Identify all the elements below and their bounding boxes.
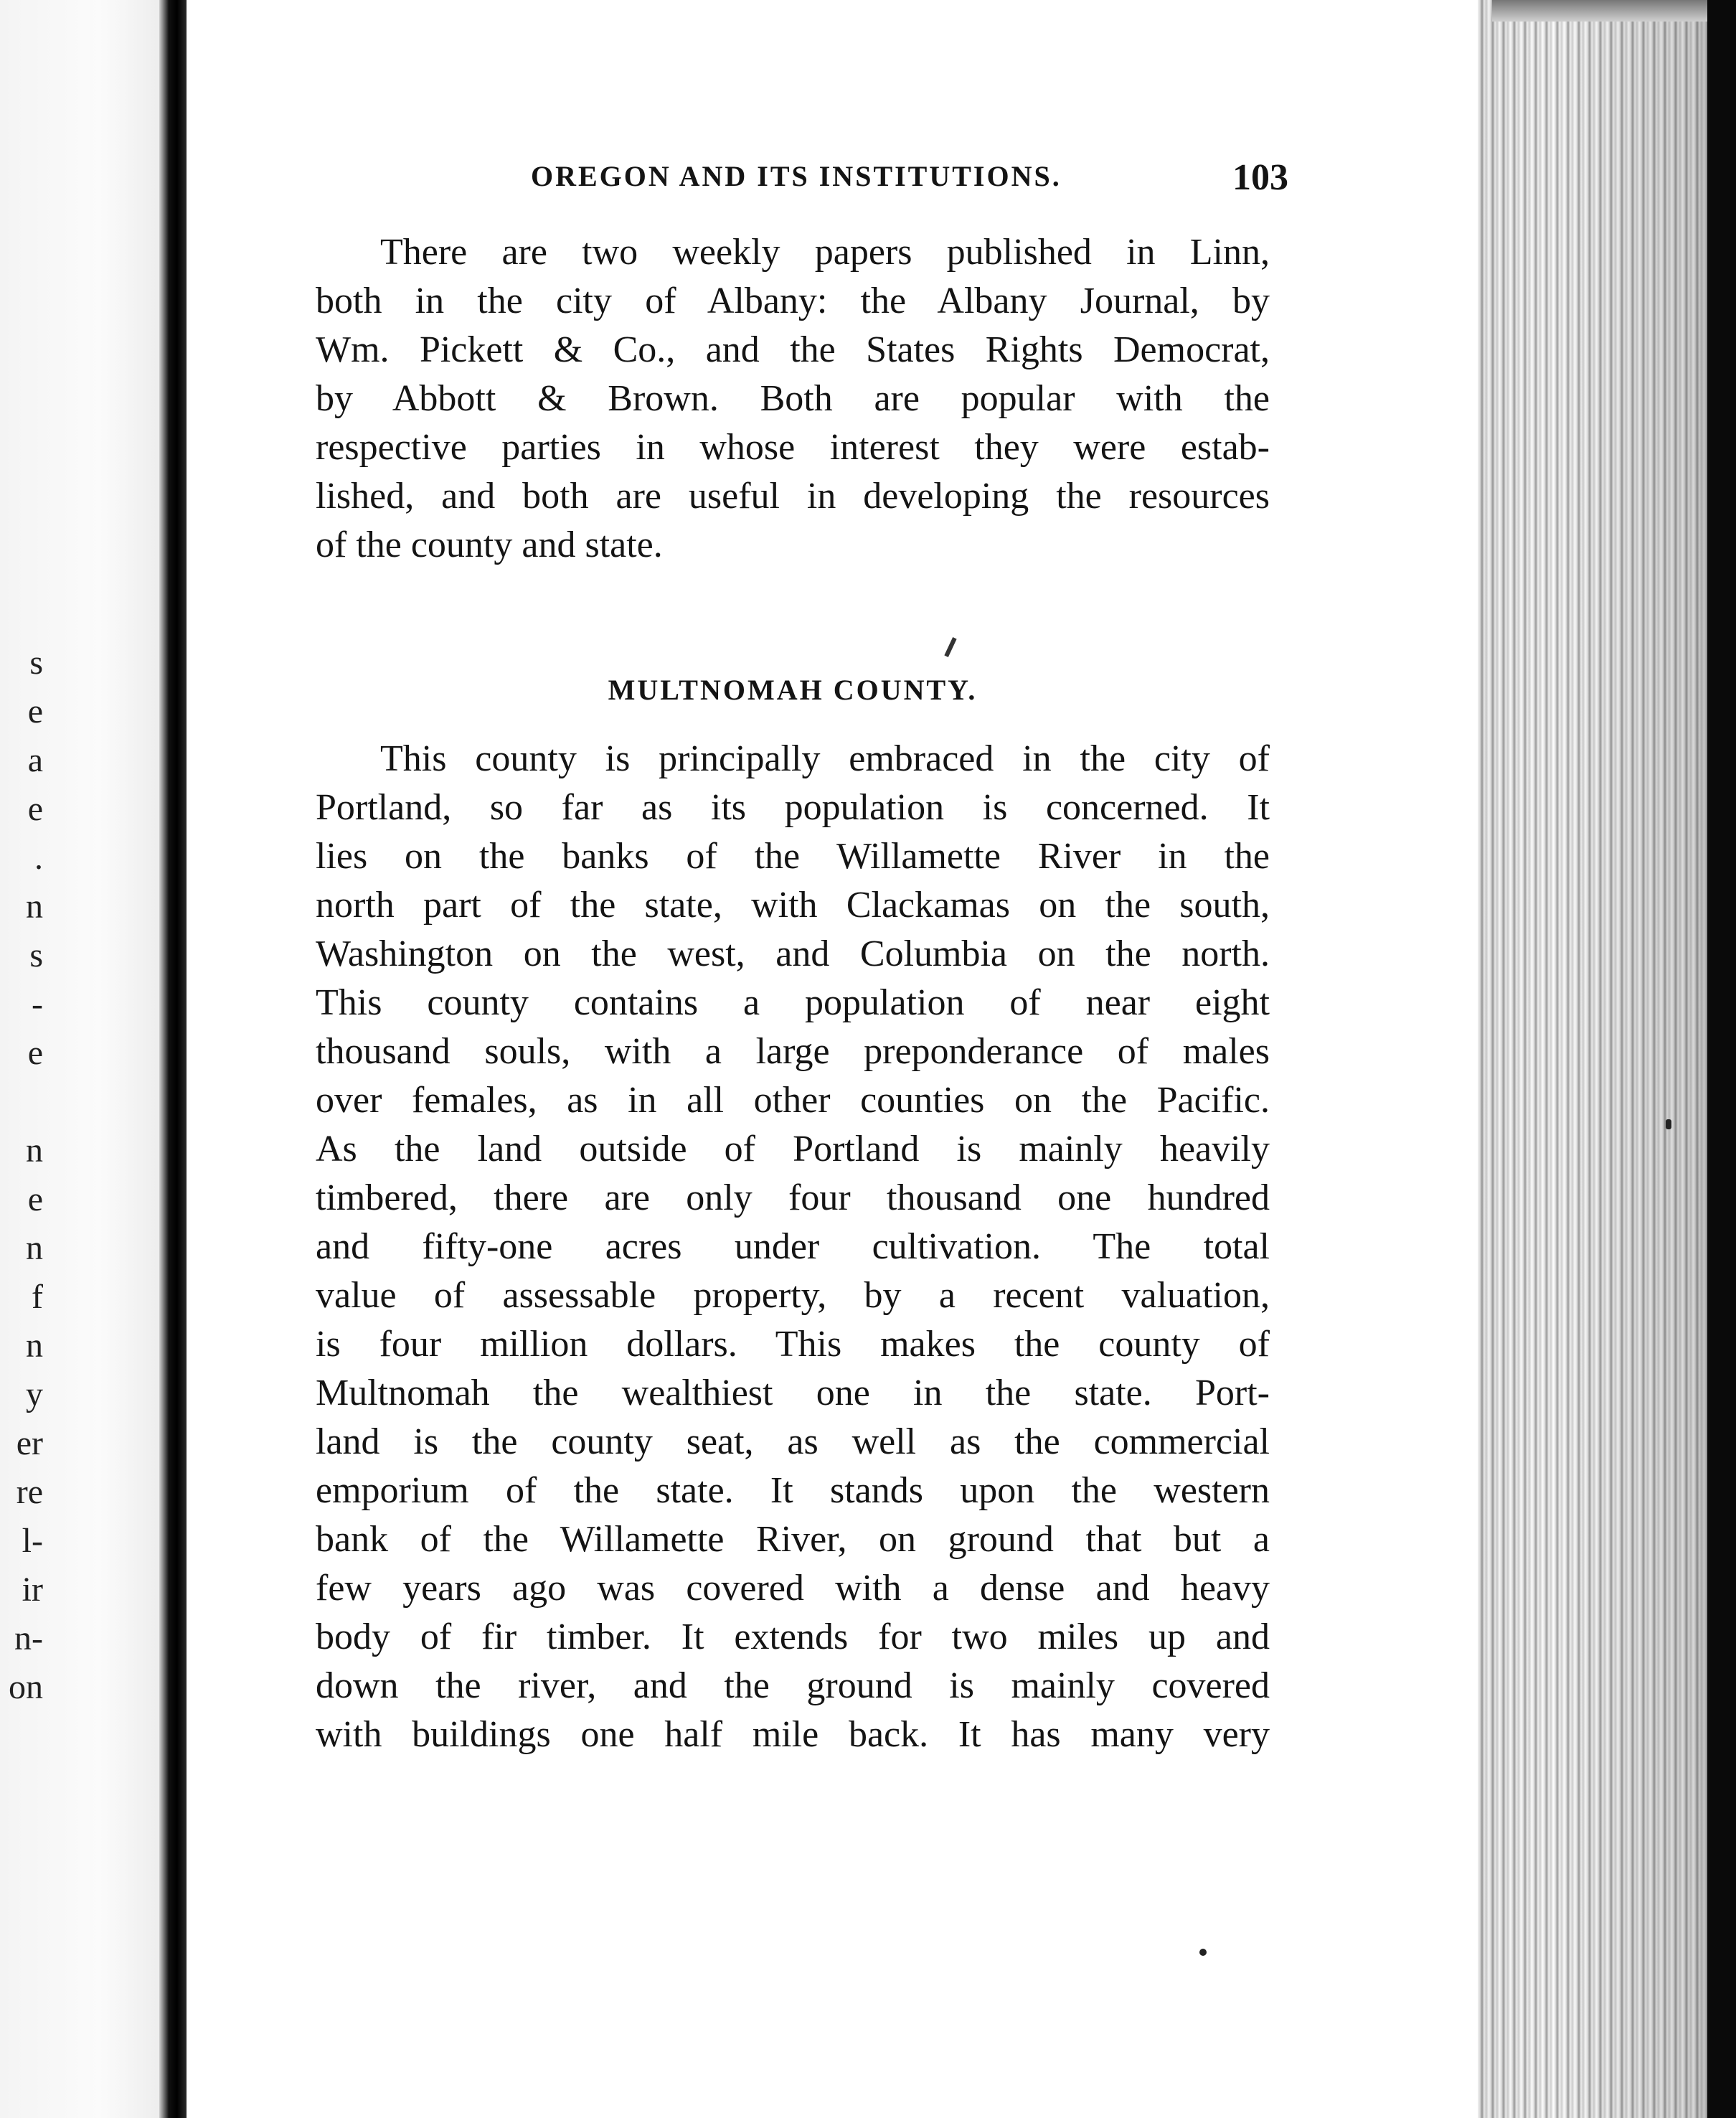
- margin-letter: e: [27, 1180, 43, 1218]
- margin-letter: n: [26, 1327, 43, 1365]
- page-number: 103: [1232, 157, 1288, 198]
- margin-letter: l-: [22, 1522, 43, 1560]
- text-line: timbered, there are only four thousand one hundred: [316, 1177, 1270, 1218]
- text-line: respective parties in whose interest they were estab-: [316, 427, 1270, 468]
- text-line: and fifty-one acres under cultivation. The total: [316, 1226, 1270, 1267]
- book-gutter: [159, 0, 187, 2118]
- text-line: bank of the Willamette River, on ground that but a: [316, 1519, 1270, 1560]
- text-line: land is the county seat, as well as the commercial: [316, 1421, 1270, 1462]
- margin-letter: s: [29, 936, 43, 974]
- text-line: value of assessable property, by a recent valuation,: [316, 1275, 1270, 1316]
- section-title: MULTNOMAH COUNTY.: [608, 674, 978, 706]
- paragraph-multnomah: [316, 735, 1270, 1759]
- text-line: This county is principally embraced in the city of: [380, 738, 1270, 779]
- margin-letter: f: [32, 1278, 43, 1316]
- text-line: Washington on the west, and Columbia on the north.: [316, 933, 1270, 974]
- printer-dot: [1199, 1949, 1207, 1956]
- text-line: both in the city of Albany: the Albany Journal, by: [316, 281, 1270, 321]
- margin-letter: e: [27, 1034, 43, 1072]
- text-line: Multnomah the wealthiest one in the state. Port-: [316, 1373, 1270, 1413]
- margin-letter: ir: [22, 1571, 43, 1609]
- text-line: is four million dollars. This makes the county of: [316, 1324, 1270, 1365]
- facing-page-margin-text: [0, 0, 43, 2118]
- text-line: down the river, and the ground is mainly covered: [316, 1665, 1270, 1706]
- text-line: lies on the banks of the Willamette River in the: [316, 836, 1270, 877]
- margin-letter: s: [29, 644, 43, 682]
- margin-letter: .: [34, 839, 43, 877]
- text-line: of the county and state.: [316, 524, 663, 565]
- text-line: thousand souls, with a large preponderance of males: [316, 1031, 1270, 1072]
- text-line: Wm. Pickett & Co., and the States Rights Democrat,: [316, 329, 1270, 370]
- edge-speck: [1666, 1119, 1671, 1129]
- top-edge: [1492, 0, 1736, 22]
- text-line: emporium of the state. It stands upon the western: [316, 1470, 1270, 1511]
- page-edges-shade: [1478, 0, 1736, 2118]
- text-line: This county contains a population of near eight: [316, 982, 1270, 1023]
- margin-letter: e: [27, 692, 43, 730]
- margin-letter: n: [26, 1131, 43, 1169]
- text-line: There are two weekly papers published in Linn,: [380, 232, 1270, 273]
- text-line: Portland, so far as its population is concerned. It: [316, 787, 1270, 828]
- margin-letter: e: [27, 790, 43, 828]
- text-line: by Abbott & Brown. Both are popular with the: [316, 378, 1270, 419]
- scan-border: [1707, 0, 1736, 2118]
- paragraph-linn-papers: [316, 228, 1270, 570]
- margin-letter: re: [16, 1473, 43, 1511]
- margin-letter: n: [26, 1229, 43, 1267]
- text-line: lished, and both are useful in developing the resources: [316, 476, 1270, 517]
- text-line: As the land outside of Portland is mainly heavily: [316, 1129, 1270, 1169]
- margin-letter: er: [16, 1424, 43, 1462]
- margin-letter: a: [27, 741, 43, 779]
- margin-letter: n: [26, 888, 43, 926]
- margin-letter: n-: [14, 1619, 43, 1657]
- text-line: over females, as in all other counties on the Pacific.: [316, 1080, 1270, 1121]
- text-line: body of fir timber. It extends for two miles up and: [316, 1616, 1270, 1657]
- text-line: few years ago was covered with a dense and heavy: [316, 1568, 1270, 1609]
- text-line: with buildings one half mile back. It has many very: [316, 1714, 1270, 1755]
- margin-letter: on: [9, 1668, 43, 1706]
- margin-letter: y: [26, 1375, 43, 1413]
- text-line: north part of the state, with Clackamas on the south,: [316, 885, 1270, 926]
- margin-letter: -: [32, 985, 43, 1023]
- facing-page: [0, 0, 166, 2118]
- running-header: OREGON AND ITS INSTITUTIONS.: [531, 160, 1062, 192]
